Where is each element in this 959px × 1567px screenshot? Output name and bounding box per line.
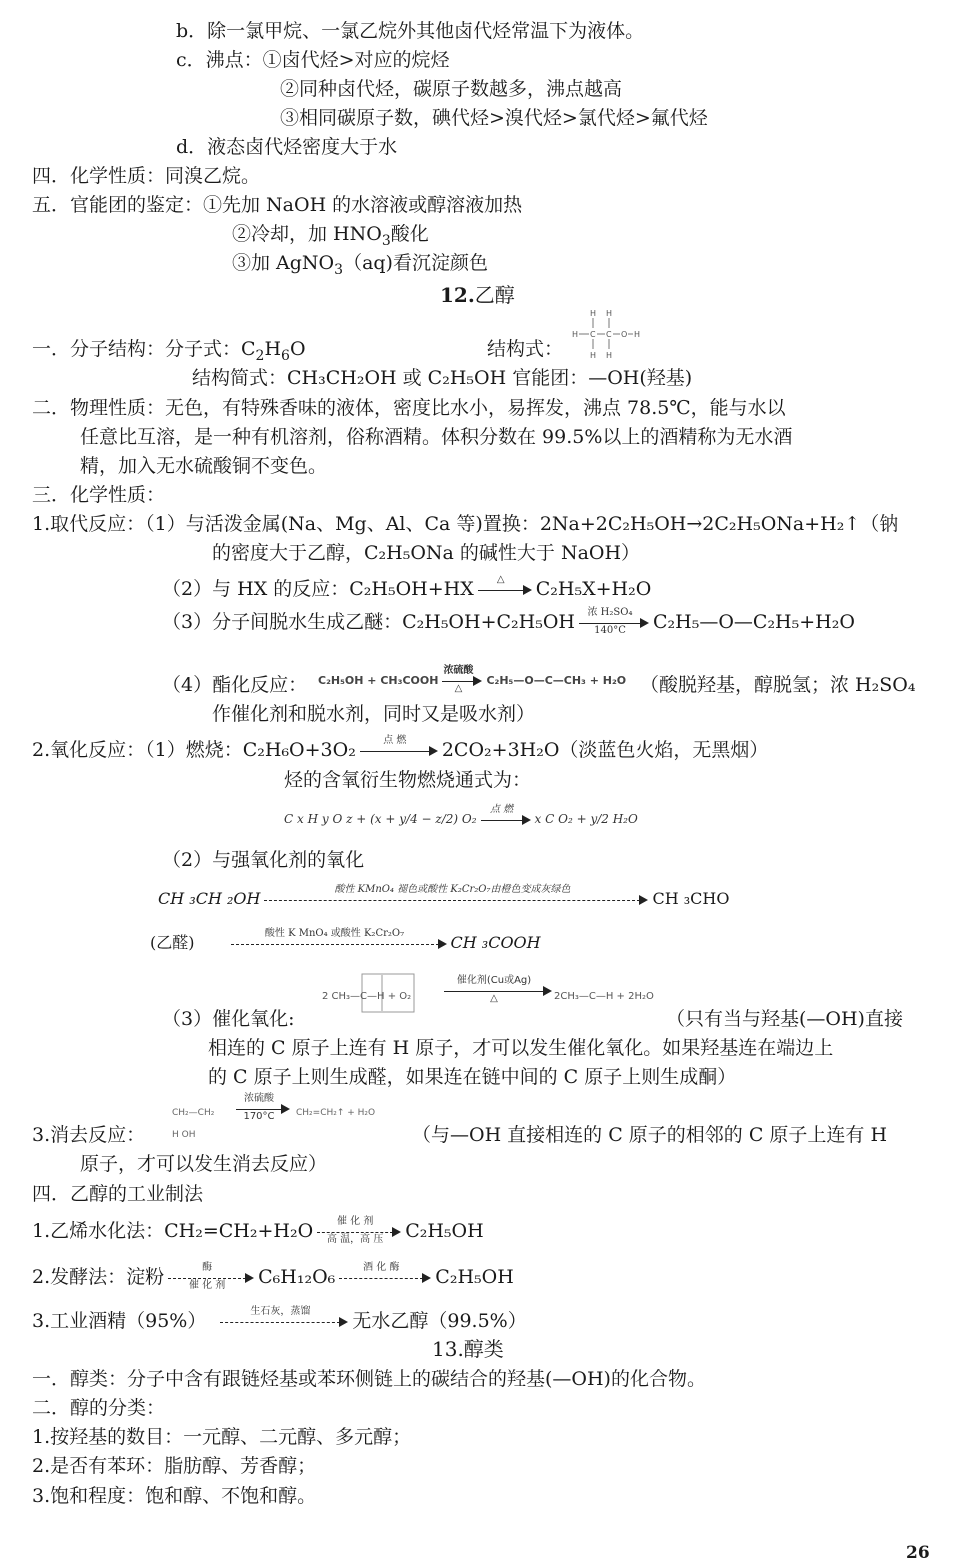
oxidation-to-acid xyxy=(150,927,541,956)
reactants: 1.乙烯水化法：CH₂=CH₂+H₂O xyxy=(32,1220,314,1242)
reaction-arrow xyxy=(220,1306,348,1333)
identify-step-3 xyxy=(232,250,488,283)
atom-h-bot2: H xyxy=(606,351,613,360)
text: O xyxy=(289,338,306,360)
arrow-shaft xyxy=(168,1278,246,1279)
reaction-arrow xyxy=(236,1093,290,1122)
arrow-head xyxy=(639,895,648,905)
line-b: b．除一氯甲烷、一氯乙烷外其他卤代烃常温下为液体。 xyxy=(176,20,645,42)
elimination-equation xyxy=(170,1093,410,1140)
arrow-condition: 催化剂(Cu或Ag) xyxy=(456,975,532,986)
arrow-condition: 点 燃 xyxy=(383,735,407,746)
page-number: 26 xyxy=(906,1543,930,1563)
arrow-head xyxy=(522,815,531,825)
arrow-condition: 点 燃 xyxy=(489,803,514,815)
reactants: （2）与 HX 的反应：C₂H₅OH+HX xyxy=(162,578,474,600)
arrow-head xyxy=(543,986,552,996)
reaction-arrow xyxy=(478,574,532,601)
arrow-head xyxy=(281,1104,290,1114)
arrow-head xyxy=(438,939,447,949)
arrow-shaft xyxy=(264,900,640,901)
arrow-shaft xyxy=(236,1109,282,1110)
chemical-properties: 三．化学性质： xyxy=(32,484,166,506)
arrow-condition-below: △ xyxy=(454,683,463,694)
arrow-condition: 酸性 KMnO₄ 褪色或酸性 K₂Cr₂O₇由橙色变成灰绿色 xyxy=(334,883,571,895)
arrow-condition-below: △ xyxy=(490,993,498,1004)
hx-reaction xyxy=(162,576,651,602)
arrow-condition: 酶 xyxy=(202,1262,213,1273)
reactant: 2.发酵法：淀粉 xyxy=(32,1266,165,1288)
reactants: C x H y O z + (x + y/4 − z/2) O₂ xyxy=(284,812,477,826)
arrow-condition: 催 化 剂 xyxy=(337,1216,374,1227)
arrow-head xyxy=(429,746,438,756)
reaction-arrow xyxy=(360,735,438,762)
combustion-reaction xyxy=(32,737,768,763)
arrow-shaft xyxy=(339,1278,423,1279)
fermentation xyxy=(32,1264,514,1290)
text: H xyxy=(264,338,282,360)
text: （aq)看沉淀颜色 xyxy=(343,252,488,274)
general-combustion-label: 烃的含氧衍生物燃烧通式为： xyxy=(284,769,532,791)
arrow-shaft xyxy=(317,1232,393,1233)
classification-by-saturation: 3.饱和程度：饱和醇、不饱和醇。 xyxy=(32,1485,317,1507)
ether-reaction xyxy=(162,609,855,635)
arrow-condition-below: 170°C xyxy=(243,1111,275,1122)
general-combustion-equation xyxy=(284,803,638,832)
arrow-head xyxy=(640,618,649,628)
arrow-head xyxy=(392,1227,401,1237)
catalytic-oxidation-note-2: 相连的 C 原子上连有 H 原子，才可以发生催化氧化。如果羟基连在端边上 xyxy=(208,1037,834,1059)
catalytic-oxidation-note-3: 的 C 原子上则生成醛，如果连在链中间的 C 原子上则生成酮） xyxy=(208,1066,737,1088)
arrow-condition: △ xyxy=(496,574,505,585)
reactant: CH₂—CH₂ xyxy=(172,1108,215,1118)
arrow-head xyxy=(245,1273,254,1283)
subscript: 3 xyxy=(381,232,391,249)
arrow-shaft xyxy=(442,681,474,682)
products: C₂H₅X+H₂O xyxy=(535,578,652,600)
arrow-condition: 酒 化 酶 xyxy=(363,1262,400,1273)
classification-by-hydroxyl: 1.按羟基的数目：一元醇、二元醇、多元醇； xyxy=(32,1426,412,1448)
arrow-head xyxy=(523,585,532,595)
arrow-shaft xyxy=(481,820,523,821)
strong-oxidizer-heading: （2）与强氧化剂的氧化 xyxy=(162,849,365,871)
arrow-condition: 浓硫酸 xyxy=(244,1093,274,1104)
identify-step-2 xyxy=(232,221,429,254)
structural-formula-diagram xyxy=(570,308,642,360)
structural-formula-label: 结构式： xyxy=(487,338,564,360)
atom-o: O xyxy=(621,330,628,339)
esterification-label: （4）酯化反应： xyxy=(162,674,308,696)
reaction-arrow xyxy=(264,883,648,911)
physical-properties-2: 任意比互溶，是一种有机溶剂，俗称酒精。体积分数在 99.5%以上的酒精称为无水酒 xyxy=(80,426,793,448)
reactants: （3）分子间脱水生成乙醚：C₂H₅OH+C₂H₅OH xyxy=(162,611,575,633)
arrow-head xyxy=(339,1317,348,1327)
industrial-production-heading: 四．乙醇的工业制法 xyxy=(32,1183,204,1205)
reaction-arrow xyxy=(579,607,649,636)
esterification-equation xyxy=(318,665,627,694)
substitution-reaction-1-note: 的密度大于乙醇，C₂H₅ONa 的碱性大于 NaOH） xyxy=(212,542,641,564)
arrow-shaft xyxy=(444,991,544,992)
arrow-condition: 生石灰，蒸馏 xyxy=(250,1306,311,1317)
section-5-identify: 五．官能团的鉴定：①先加 NaOH 的水溶液或醇溶液加热 xyxy=(32,194,523,216)
subscript: 6 xyxy=(281,347,290,364)
atom-h-bot1: H xyxy=(590,351,597,360)
ethylene-hydration xyxy=(32,1218,484,1244)
classification-by-ring: 2.是否有苯环：脂肪醇、芳香醇； xyxy=(32,1455,317,1477)
product: CH ₃COOH xyxy=(450,933,541,952)
oxidation-to-aldehyde xyxy=(158,883,730,912)
product: CH ₃CHO xyxy=(652,889,730,908)
line-c3: ③相同碳原子数，碘代烃>溴代烃>氯代烃>氟代烃 xyxy=(280,107,708,129)
esterification-note-2: 作催化剂和脱水剂，同时又是吸水剂） xyxy=(212,703,536,725)
atom-c1: C xyxy=(590,330,596,339)
alcohol-classification: 二．醇的分类： xyxy=(32,1397,166,1419)
reactant-substituents: H OH xyxy=(172,1130,196,1140)
product: 无水乙醇（99.5%） xyxy=(352,1310,527,1332)
section-4-chem: 四．化学性质：同溴乙烷。 xyxy=(32,165,261,187)
arrow-head xyxy=(473,676,482,686)
reaction-arrow xyxy=(231,927,447,955)
subscript: 3 xyxy=(334,261,344,278)
text: ③加 AgNO xyxy=(232,252,335,274)
reaction-arrow xyxy=(481,803,531,831)
products: 2CO₂+3H₂O（淡蓝色火焰，无黑烟） xyxy=(441,739,769,761)
text: 一．分子结构：分子式：C xyxy=(32,338,256,360)
physical-properties: 二．物理性质：无色，有特殊香味的液体，密度比水小，易挥发，沸点 78.5℃，能与水以 xyxy=(32,397,786,419)
esterification-note: （酸脱羟基，醇脱氢；浓 H₂SO₄ xyxy=(640,674,916,696)
reaction-arrow xyxy=(444,975,552,1004)
reactant: CH ₃CH ₂OH xyxy=(158,889,261,908)
section-title-13: 13.醇类 xyxy=(432,1337,504,1361)
products: CH₂=CH₂↑ + H₂O xyxy=(296,1108,376,1118)
arrow-shaft xyxy=(360,751,430,752)
line-c2: ②同种卤代烃，碳原子数越多，沸点越高 xyxy=(280,78,623,100)
title-number: 12. xyxy=(440,283,475,307)
subscript: 2 xyxy=(255,347,265,364)
title-text: 乙醇 xyxy=(474,283,515,307)
industrial-alcohol xyxy=(32,1308,527,1334)
condensed-formula: 结构简式：CH₃CH₂OH 或 C₂H₅OH 官能团：—OH(羟基) xyxy=(192,367,693,389)
line-d: d．液态卤代烃密度大于水 xyxy=(176,136,398,158)
reaction-arrow xyxy=(168,1262,254,1291)
atom-h-top2: H xyxy=(606,309,613,318)
line-c: c．沸点：①卤代烃>对应的烷烃 xyxy=(176,49,450,71)
reaction-arrow xyxy=(442,665,482,694)
arrow-shaft xyxy=(220,1322,340,1323)
elimination-note-2: 原子，才可以发生消去反应） xyxy=(80,1153,328,1175)
arrow-condition-below: 催 化 剂 xyxy=(188,1280,226,1291)
elimination-note: （与—OH 直接相连的 C 原子的相邻的 C 原子上连有 H xyxy=(412,1124,888,1146)
physical-properties-3: 精，加入无水硫酸铜不变色。 xyxy=(80,455,328,477)
catalytic-oxidation-label: （3）催化氧化: xyxy=(162,1008,295,1030)
label: (乙醛) xyxy=(150,933,195,952)
products: C₂H₅—O—C₂H₅+H₂O xyxy=(652,611,855,633)
section-title-12 xyxy=(440,282,515,308)
products: x C O₂ + y/2 H₂O xyxy=(534,812,638,826)
arrow-head xyxy=(422,1273,431,1283)
arrow-condition: 酸性 K MnO₄ 或酸性 K₂Cr₂O₇ xyxy=(264,927,405,939)
atom-c2: C xyxy=(606,330,612,339)
arrow-condition: 浓硫酸 xyxy=(443,665,474,676)
arrow-shaft xyxy=(231,944,439,945)
arrow-shaft xyxy=(478,590,524,591)
molecular-structure xyxy=(32,336,306,369)
reactants: 2.氧化反应：（1）燃烧：C₂H₆O+3O₂ xyxy=(32,739,356,761)
text: 酸化 xyxy=(390,223,429,245)
atom-h-top1: H xyxy=(590,309,597,318)
substitution-reaction-1: 1.取代反应：（1）与活泼金属(Na、Mg、Al、Ca 等)置换：2Na+2C₂H₅OH→2C₂H₅ONa+H₂↑（钠 xyxy=(32,513,899,535)
reactants: C₂H₅OH + CH₃COOH xyxy=(318,674,439,687)
atom-h-end: H xyxy=(634,330,641,339)
arrow-shaft xyxy=(579,623,641,624)
arrow-condition: 浓 H₂SO₄ xyxy=(587,607,633,618)
arrow-condition-below: 高 温，高 压 xyxy=(327,1234,384,1245)
products: C₂H₅—O—C—CH₃ + H₂O xyxy=(486,674,627,687)
text: ②冷却，加 HNO xyxy=(232,223,382,245)
atom-h: H xyxy=(572,330,579,339)
products: C₂H₅OH xyxy=(405,1220,484,1242)
reaction-arrow-2 xyxy=(339,1262,431,1289)
products: 2CH₃—C—H + 2H₂O xyxy=(554,991,654,1002)
product: C₂H₅OH xyxy=(435,1266,514,1288)
elimination-label: 3.消去反应： xyxy=(32,1124,146,1146)
reactant: 3.工业酒精（95%） xyxy=(32,1310,207,1332)
catalytic-oxidation-note: （只有当与羟基(—OH)直接 xyxy=(666,1008,903,1030)
arrow-condition-below: 140°C xyxy=(594,625,626,636)
alcohol-definition: 一．醇类：分子中含有跟链烃基或苯环侧链上的碳结合的羟基(—OH)的化合物。 xyxy=(32,1368,706,1390)
intermediate: C₆H₁₂O₆ xyxy=(258,1266,336,1288)
reaction-arrow xyxy=(317,1216,401,1245)
reactants: 2 CH₃—C—H + O₂ xyxy=(322,991,412,1002)
